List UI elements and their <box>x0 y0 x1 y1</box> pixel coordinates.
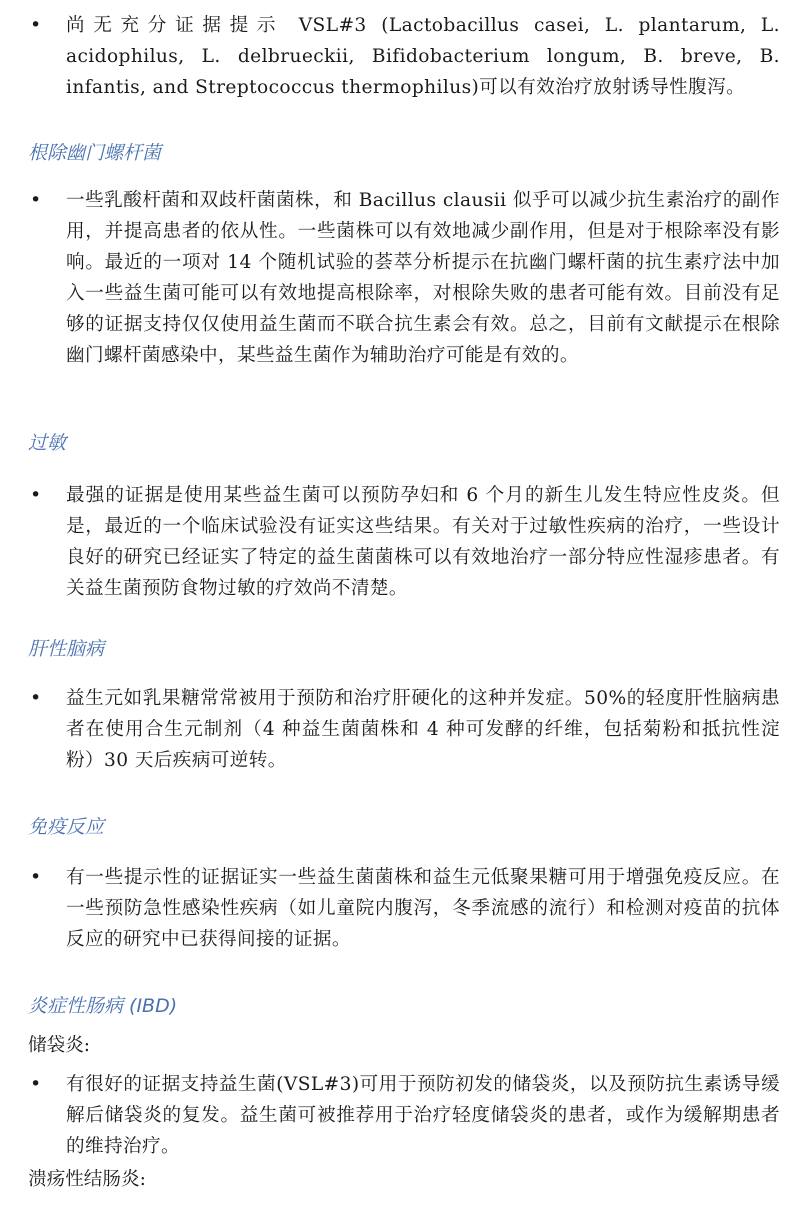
bullet-marker: • <box>30 866 42 888</box>
heading-hepatic-encephalopathy: 肝性脑病 <box>28 638 105 660</box>
heading-h-pylori: 根除幽门螺杆菌 <box>28 142 162 164</box>
paragraph-h-pylori: 一些乳酸杆菌和双歧杆菌菌株，和 Bacillus clausii 似乎可以减少抗生素治疗的副作用，并提高患者的依从性。一些菌株可以有效地减少副作用，但是对于根除率没有影响。最近的一项对 14 个随机试验的荟萃分析提示在抗幽门螺杆菌的抗生素疗法中加入一些益生菌可能可以有效地提高根除率，对根除失败的患者可能有效。目前没有足够的证据支持仅仅使用益生菌而不联合抗生素会有效。总之，目前有文献提示在根除幽门螺杆菌感染中，某些益生菌作为辅助治疗可能是有效的。 <box>66 190 780 366</box>
heading-immune-response: 免疫反应 <box>28 816 105 838</box>
bullet-marker: • <box>30 189 42 211</box>
paragraph-hepatic-encephalopathy: 益生元如乳果糖常常被用于预防和治疗肝硬化的这种并发症。50%的轻度肝性脑病患者在使用合生元制剂（4 种益生菌菌株和 4 种可发酵的纤维，包括菊粉和抵抗性淀粉）30 天后疾病可逆转。 <box>66 688 780 771</box>
paragraph-immune-response: 有一些提示性的证据证实一些益生菌菌株和益生元低聚果糖可用于增强免疫反应。在一些预防急性感染性疾病（如儿童院内腹泻，冬季流感的流行）和检测对疫苗的抗体反应的研究中已获得间接的证据。 <box>66 867 780 950</box>
subheading-pouchitis: 储袋炎: <box>28 1035 91 1056</box>
bullet-marker: • <box>30 14 42 36</box>
bullet-marker: • <box>30 1073 42 1095</box>
paragraph-radiation-diarrhea: 尚无充分证据提示 VSL#3 (Lactobacillus casei, L. plantarum, L. acidophilus, L. delbrueckii, Bifidobacterium longum, B. breve, B. infantis, and Streptococcus thermophilus)可以有效治疗放射诱导性腹泻。 <box>66 15 780 98</box>
heading-allergy: 过敏 <box>28 432 67 454</box>
paragraph-pouchitis: 有很好的证据支持益生菌(VSL#3)可用于预防初发的储袋炎，以及预防抗生素诱导缓解后储袋炎的复发。益生菌可被推荐用于治疗轻度储袋炎的患者，或作为缓解期患者的维持治疗。 <box>66 1074 780 1157</box>
subheading-ulcerative-colitis: 溃疡性结肠炎: <box>28 1169 146 1190</box>
bullet-marker: • <box>30 687 42 709</box>
heading-ibd: 炎症性肠病 (IBD) <box>28 995 178 1017</box>
paragraph-allergy: 最强的证据是使用某些益生菌可以预防孕妇和 6 个月的新生儿发生特应性皮炎。但是，最近的一个临床试验没有证实这些结果。有关对于过敏性疾病的治疗，一些设计良好的研究已经证实了特定的益生菌菌株可以有效地治疗一部分特应性湿疹患者。有关益生菌预防食物过敏的疗效尚不清楚。 <box>66 485 780 599</box>
bullet-marker: • <box>30 484 42 506</box>
